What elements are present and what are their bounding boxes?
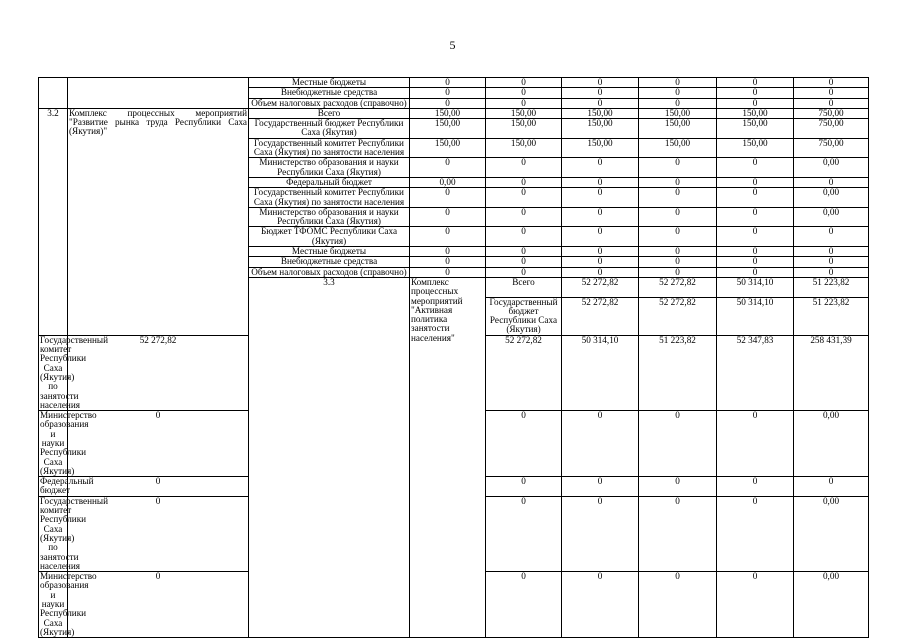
- value-cell: 0: [562, 78, 639, 88]
- funding-source-cell: Объем налоговых расходов (справочно): [249, 98, 410, 108]
- value-cell: 0: [562, 411, 639, 477]
- value-cell: 0: [486, 78, 562, 88]
- value-cell: 0: [562, 98, 639, 108]
- value-cell: 0,00: [794, 572, 869, 638]
- value-cell: 0: [794, 227, 869, 247]
- value-cell: 0,00: [794, 207, 869, 227]
- table-row: [39, 78, 869, 88]
- value-cell: 0: [486, 227, 562, 247]
- funding-source-cell: Министерство образования и науки Республики Саха (Якутия): [249, 207, 410, 227]
- value-cell: 0: [639, 177, 717, 187]
- value-cell: 0: [486, 496, 562, 571]
- value-cell: 0: [717, 98, 794, 108]
- value-cell: 0: [410, 98, 486, 108]
- value-cell: 150,00: [717, 108, 794, 118]
- funding-source-cell: Местные бюджеты: [249, 78, 410, 88]
- value-cell: 0: [717, 247, 794, 257]
- value-cell: 0: [717, 227, 794, 247]
- value-cell: 0: [639, 88, 717, 98]
- value-cell: 150,00: [639, 108, 717, 118]
- budget-table: [38, 77, 869, 638]
- value-cell: 0: [486, 257, 562, 267]
- funding-source-cell: Государственный комитет Республики Саха (Якутия) по занятости населения: [249, 188, 410, 208]
- value-cell: 50 314,10: [562, 335, 639, 410]
- value-cell: 0,00: [794, 158, 869, 178]
- value-cell: 0: [717, 496, 794, 571]
- value-cell: 52 272,82: [486, 335, 562, 410]
- value-cell: 0: [562, 227, 639, 247]
- funding-source-cell: Объем налоговых расходов (справочно): [249, 267, 410, 277]
- funding-source-cell: Министерство образования и науки Республики Саха (Якутия): [40, 410, 97, 476]
- value-cell: 0: [794, 257, 869, 267]
- funding-source-cell: Федеральный бюджет: [40, 476, 94, 496]
- table-row: [39, 108, 869, 118]
- value-cell: 0: [562, 257, 639, 267]
- value-cell: 0: [410, 158, 486, 178]
- value-cell: 0: [562, 158, 639, 178]
- funding-source-cell: Государственный бюджет Республики Саха (Якутия): [486, 297, 562, 335]
- value-cell: 52 272,82: [639, 277, 717, 297]
- value-cell: 0: [717, 188, 794, 208]
- value-cell: 0: [486, 572, 562, 638]
- value-cell: 0,00: [794, 496, 869, 571]
- funding-source-cell: Государственный комитет Республики Саха (Якутия) по занятости населения: [249, 138, 410, 158]
- value-cell: 0: [717, 267, 794, 277]
- value-cell: 52 347,83: [717, 335, 794, 410]
- funding-source-cell: Внебюджетные средства: [249, 88, 410, 98]
- value-cell: 0: [486, 88, 562, 98]
- value-cell: 0: [717, 257, 794, 267]
- value-cell: 0: [68, 572, 249, 638]
- value-cell: 0: [68, 496, 249, 571]
- value-cell: 0: [562, 496, 639, 571]
- value-cell: 0,00: [794, 188, 869, 208]
- value-cell: 0: [717, 411, 794, 477]
- value-cell: 0: [562, 247, 639, 257]
- funding-source-cell: Местные бюджеты: [249, 247, 410, 257]
- value-cell: 0: [410, 207, 486, 227]
- value-cell: 0,00: [410, 177, 486, 187]
- funding-source-cell: Государственный бюджет Республики Саха (Якутия): [249, 119, 410, 139]
- value-cell: 150,00: [486, 119, 562, 139]
- value-cell: 0: [639, 158, 717, 178]
- value-cell: 52 272,82: [562, 297, 639, 335]
- value-cell: 750,00: [794, 108, 869, 118]
- value-cell: 150,00: [410, 119, 486, 139]
- value-cell: 52 272,82: [68, 335, 249, 410]
- value-cell: 0: [717, 78, 794, 88]
- value-cell: 0: [486, 188, 562, 208]
- value-cell: 0: [717, 88, 794, 98]
- value-cell: 150,00: [639, 119, 717, 139]
- value-cell: 150,00: [486, 108, 562, 118]
- value-cell: 0: [486, 247, 562, 257]
- value-cell: 51 223,82: [794, 277, 869, 297]
- funding-source-cell: Федеральный бюджет: [249, 177, 410, 187]
- funding-source-cell: Министерство образования и науки Республики Саха (Якутия): [40, 571, 97, 637]
- value-cell: 0: [639, 98, 717, 108]
- value-cell: 0: [639, 207, 717, 227]
- value-cell: 0: [562, 188, 639, 208]
- activity-name-cell: Комплекс процессных мероприятий "Активная политика занятости населения": [410, 277, 486, 637]
- value-cell: 0: [410, 257, 486, 267]
- value-cell: 0: [68, 411, 249, 477]
- value-cell: 150,00: [639, 138, 717, 158]
- value-cell: 0: [639, 496, 717, 571]
- funding-source-cell: Внебюджетные средства: [249, 257, 410, 267]
- value-cell: 0: [717, 207, 794, 227]
- value-cell: 0: [639, 267, 717, 277]
- value-cell: 150,00: [562, 108, 639, 118]
- value-cell: 0: [639, 572, 717, 638]
- value-cell: 0: [562, 177, 639, 187]
- value-cell: 52 272,82: [562, 277, 639, 297]
- value-cell: 150,00: [562, 119, 639, 139]
- value-cell: 0: [639, 188, 717, 208]
- value-cell: 0: [639, 257, 717, 267]
- value-cell: 0: [410, 88, 486, 98]
- value-cell: 258 431,39: [794, 335, 869, 410]
- value-cell: 150,00: [410, 138, 486, 158]
- value-cell: 0: [562, 572, 639, 638]
- value-cell: 0: [410, 78, 486, 88]
- funding-source-cell: Всего: [249, 108, 410, 118]
- value-cell: 0: [717, 158, 794, 178]
- funding-source-cell: Бюджет ТФОМС Республики Саха (Якутия): [249, 227, 410, 247]
- funding-source-cell: Всего: [486, 277, 562, 297]
- budget-table-body: [39, 78, 869, 638]
- value-cell: 150,00: [717, 119, 794, 139]
- row-number-cell: [39, 78, 68, 109]
- funding-source-cell: Государственный комитет Республики Саха (Якутия) по занятости населения: [40, 495, 109, 571]
- value-cell: 0: [562, 477, 639, 497]
- value-cell: 52 272,82: [639, 297, 717, 335]
- value-cell: 150,00: [410, 108, 486, 118]
- funding-source-cell: Государственный комитет Республики Саха (Якутия) по занятости населения: [40, 334, 109, 410]
- value-cell: 0: [410, 267, 486, 277]
- value-cell: 150,00: [562, 138, 639, 158]
- value-cell: 0: [639, 477, 717, 497]
- value-cell: 0: [639, 247, 717, 257]
- value-cell: 0: [562, 267, 639, 277]
- value-cell: 0: [486, 158, 562, 178]
- value-cell: 0,00: [794, 411, 869, 477]
- value-cell: 0: [410, 227, 486, 247]
- value-cell: 0: [794, 177, 869, 187]
- value-cell: 0: [562, 88, 639, 98]
- value-cell: 0: [639, 411, 717, 477]
- row-number-cell: 3.3: [249, 277, 410, 637]
- value-cell: 0: [639, 78, 717, 88]
- value-cell: 0: [794, 98, 869, 108]
- value-cell: 0: [717, 177, 794, 187]
- value-cell: 51 223,82: [794, 297, 869, 335]
- value-cell: 0: [639, 227, 717, 247]
- value-cell: 0: [68, 477, 249, 497]
- value-cell: 0: [486, 98, 562, 108]
- value-cell: 0: [486, 177, 562, 187]
- page-number: 5: [449, 38, 456, 52]
- value-cell: 50 314,10: [717, 277, 794, 297]
- funding-source-cell: Министерство образования и науки Республики Саха (Якутия): [249, 158, 410, 178]
- value-cell: 0: [794, 78, 869, 88]
- value-cell: 0: [486, 411, 562, 477]
- value-cell: 0: [717, 477, 794, 497]
- value-cell: 0: [794, 267, 869, 277]
- value-cell: 0: [486, 477, 562, 497]
- value-cell: 750,00: [794, 138, 869, 158]
- value-cell: 150,00: [717, 138, 794, 158]
- value-cell: 0: [794, 247, 869, 257]
- value-cell: 0: [562, 207, 639, 227]
- activity-name-cell: [68, 78, 249, 109]
- value-cell: 0: [410, 188, 486, 208]
- value-cell: 0: [717, 572, 794, 638]
- value-cell: 0: [486, 207, 562, 227]
- value-cell: 0: [486, 267, 562, 277]
- value-cell: 51 223,82: [639, 335, 717, 410]
- value-cell: 0: [794, 477, 869, 497]
- value-cell: 750,00: [794, 119, 869, 139]
- row-number-cell: 3.2: [39, 108, 68, 335]
- activity-name-cell: Комплекс процессных мероприятий "Развитие рынка труда Республики Саха (Якутия)": [68, 108, 249, 335]
- value-cell: 150,00: [486, 138, 562, 158]
- value-cell: 0: [410, 247, 486, 257]
- value-cell: 0: [794, 88, 869, 98]
- value-cell: 50 314,10: [717, 297, 794, 335]
